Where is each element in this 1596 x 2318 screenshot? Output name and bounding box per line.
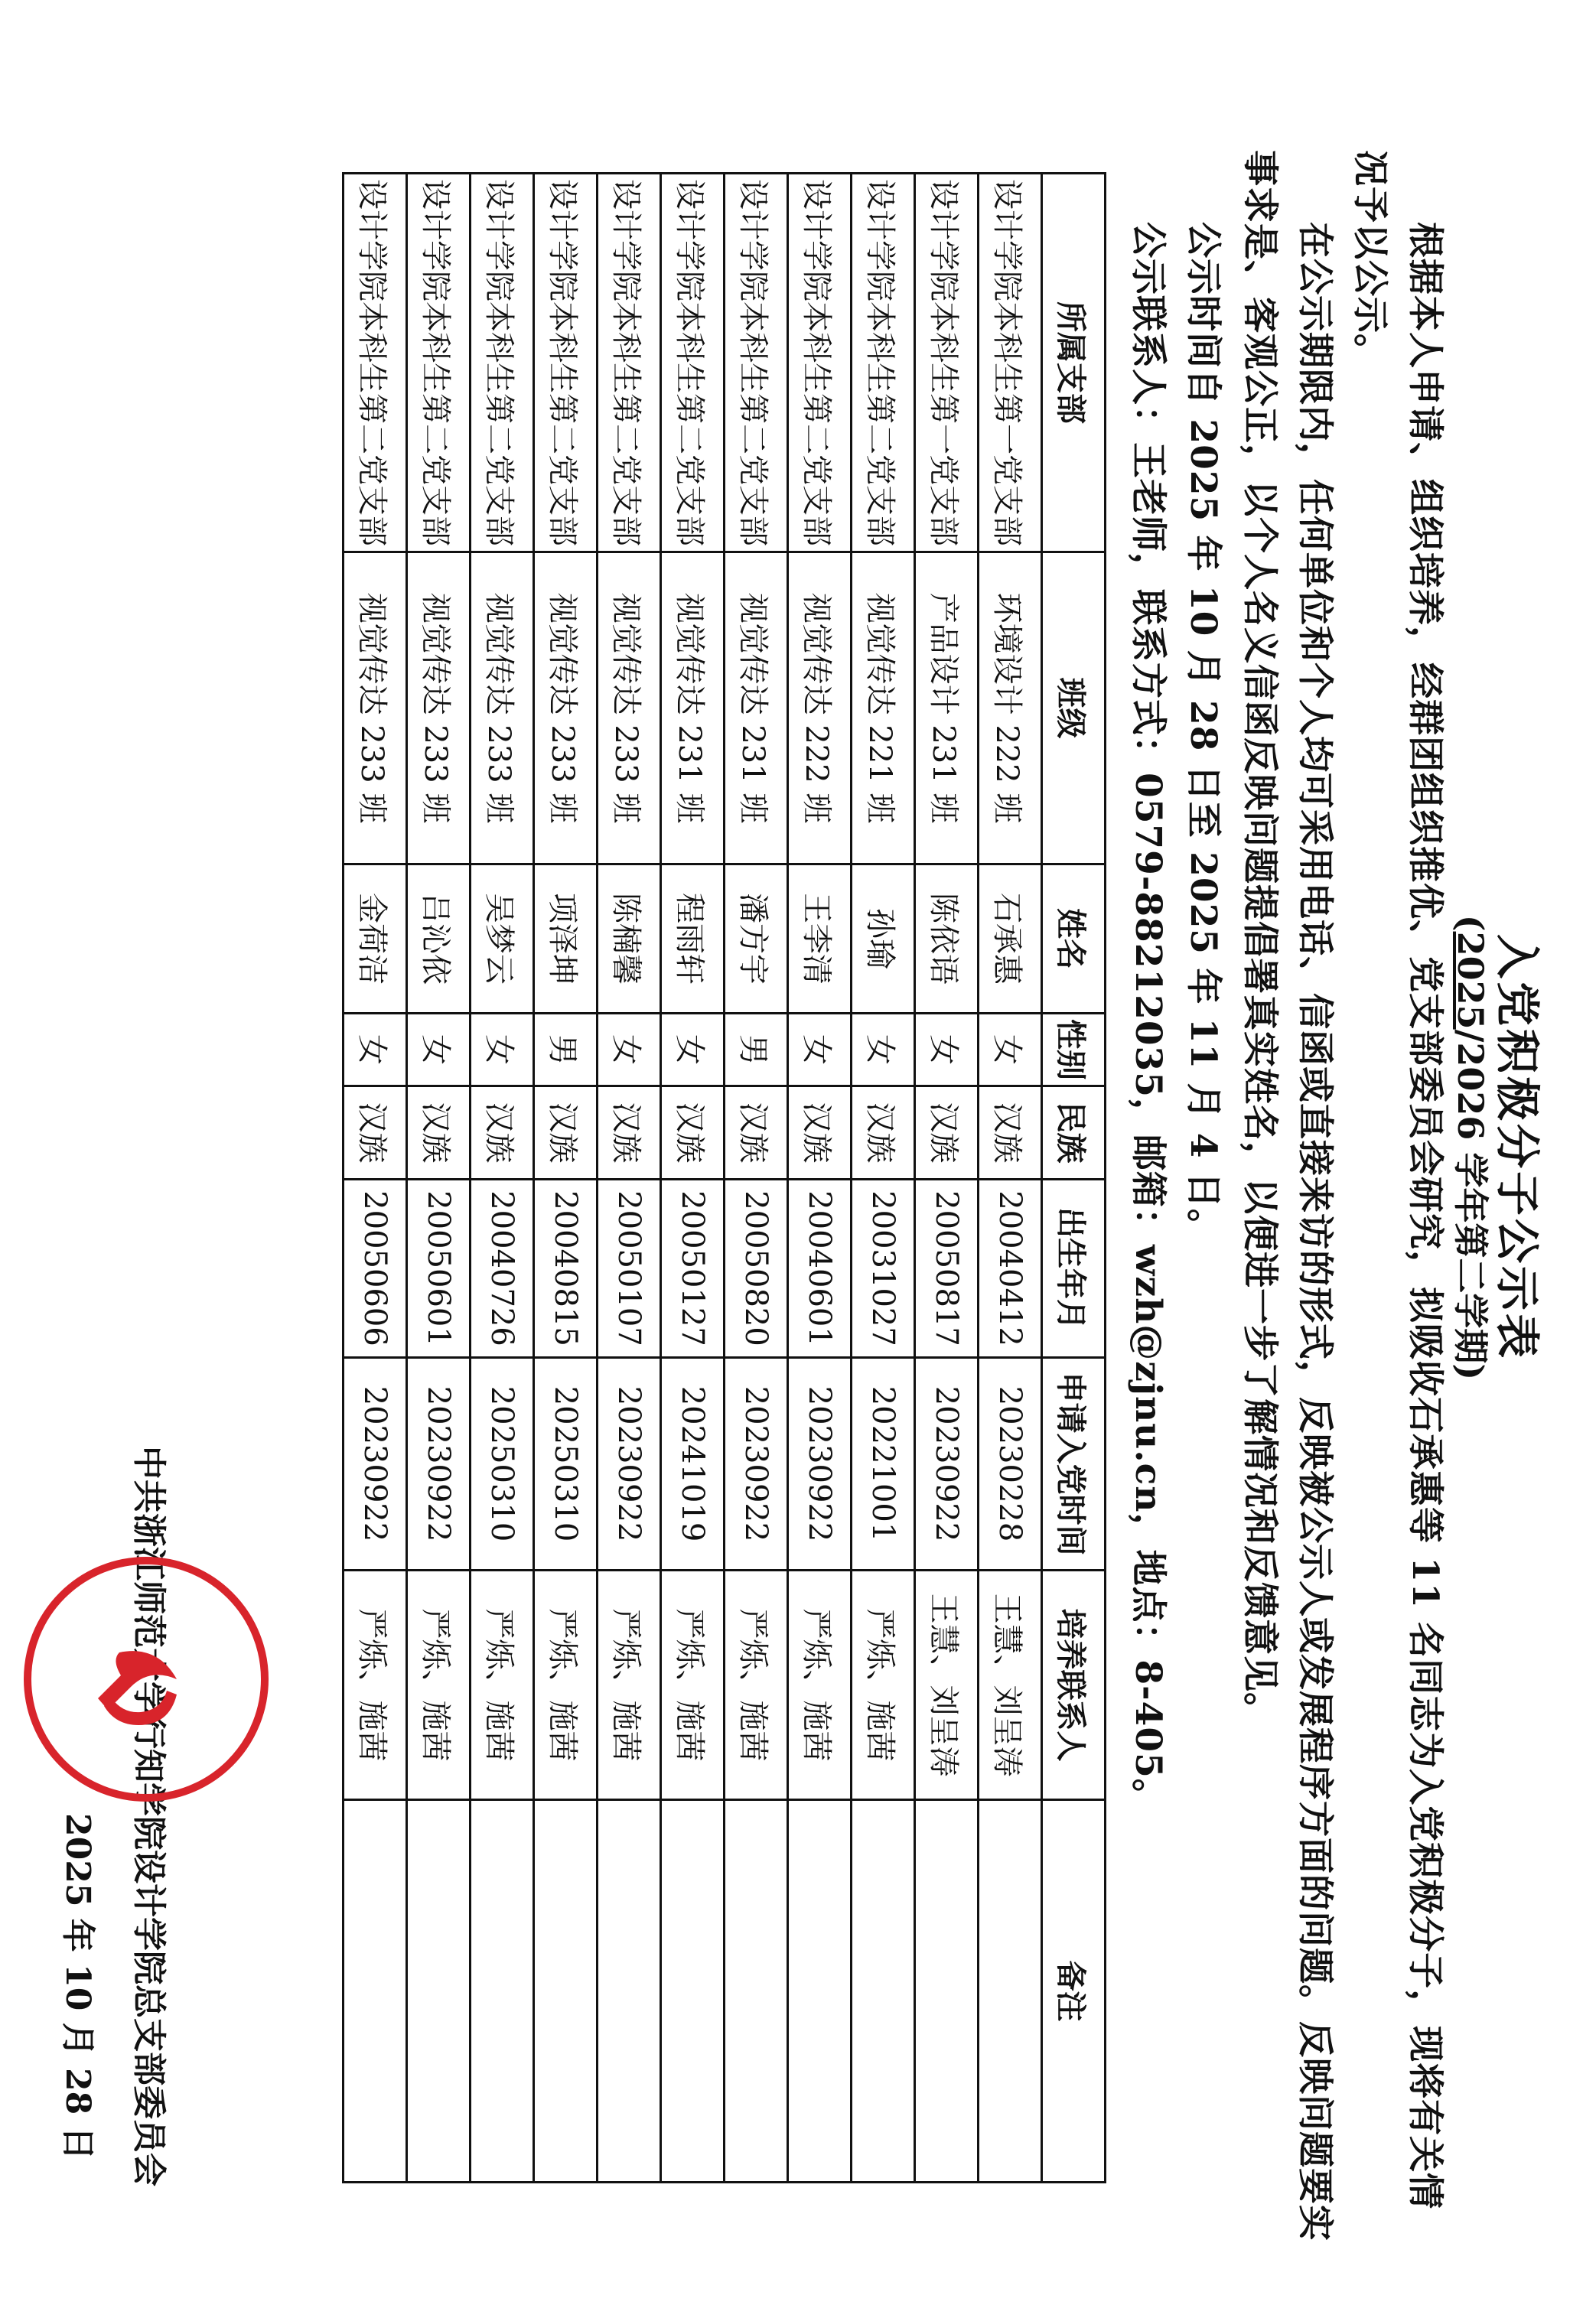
table-cell: 汉族 xyxy=(852,1086,915,1180)
party-emblem-icon xyxy=(98,1651,177,1725)
table-cell: 汉族 xyxy=(598,1086,661,1180)
table-row xyxy=(979,174,1042,2183)
table-cell: 设计学院本科生第二党支部 xyxy=(725,174,788,552)
table-cell: 视觉传达 233 班 xyxy=(407,552,471,864)
table-cell: 环境设计 222 班 xyxy=(979,552,1042,864)
table-cell: 汉族 xyxy=(979,1086,1042,1180)
column-header: 培养联系人 xyxy=(1042,1571,1106,1800)
table-cell: 设计学院本科生第二党支部 xyxy=(852,174,915,552)
table-cell: 20031027 xyxy=(852,1180,915,1358)
table-cell: 严烁、施茜 xyxy=(471,1571,534,1800)
table-cell xyxy=(407,1800,471,2183)
table-cell: 女 xyxy=(471,1014,534,1086)
page-title: 入党积极分子公示表 xyxy=(1491,933,1543,1361)
table-cell: 20040815 xyxy=(534,1180,598,1358)
table-row xyxy=(471,174,534,2183)
table-cell: 设计学院本科生第二党支部 xyxy=(344,174,407,552)
intro-paragraph: 根据本人申请、组织培养，经群团组织推优、党支部委员会研究，拟吸收石承惠等 11 名同志为入党积极分子，现将有关情况予以公示。 xyxy=(1349,150,1446,2210)
table-cell: 20040726 xyxy=(471,1180,534,1358)
table-cell: 视觉传达 231 班 xyxy=(661,552,725,864)
table-cell: 女 xyxy=(344,1014,407,1086)
table-cell: 视觉传达 221 班 xyxy=(852,552,915,864)
table-cell xyxy=(534,1800,598,2183)
table-cell: 20250310 xyxy=(534,1358,598,1571)
table-cell: 设计学院本科生第二党支部 xyxy=(788,174,852,552)
table-header-row xyxy=(1042,174,1106,2183)
table-row xyxy=(344,174,407,2183)
table-cell: 潘方宇 xyxy=(725,864,788,1014)
table-cell: 汉族 xyxy=(407,1086,471,1180)
table-cell: 女 xyxy=(407,1014,471,1086)
table-row xyxy=(915,174,979,2183)
table-row xyxy=(788,174,852,2183)
table-body xyxy=(344,174,1042,2183)
table-cell: 女 xyxy=(915,1014,979,1086)
table-cell: 陈依语 xyxy=(915,864,979,1014)
table-cell: 20050820 xyxy=(725,1180,788,1358)
table-cell: 20230922 xyxy=(407,1358,471,1571)
table-cell: 严烁、施茜 xyxy=(344,1571,407,1800)
subtitle-rest: /2026 学年第二学期) xyxy=(1450,1029,1491,1381)
table-cell xyxy=(661,1800,725,2183)
table-cell: 严烁、施茜 xyxy=(788,1571,852,1800)
table-cell: 汉族 xyxy=(471,1086,534,1180)
table-cell: 程雨轩 xyxy=(661,864,725,1014)
table-cell xyxy=(979,1800,1042,2183)
seal-ring xyxy=(28,1561,265,1798)
table-cell: 20221001 xyxy=(852,1358,915,1571)
column-header: 备注 xyxy=(1042,1800,1106,2183)
table-cell xyxy=(344,1800,407,2183)
table-cell: 20230922 xyxy=(915,1358,979,1571)
table-cell: 汉族 xyxy=(788,1086,852,1180)
table-cell: 女 xyxy=(788,1014,852,1086)
table-cell: 20230922 xyxy=(598,1358,661,1571)
table-cell xyxy=(852,1800,915,2183)
page-subtitle xyxy=(1448,0,1498,2295)
table-cell: 20050606 xyxy=(344,1180,407,1358)
table-cell: 项泽坤 xyxy=(534,864,598,1014)
notice-paragraph: 在公示期限内，任何单位和个人均可采用电话、信函或直接来访的形式，反映被公示人或发展程序方面的问题。反映问题要实事求是、客观公正，以个人名义信函反映问题提倡署真实姓名，以便进一步了解情况和反馈意见。 xyxy=(1239,150,1336,2241)
table-cell: 20230922 xyxy=(344,1358,407,1571)
table-cell: 陈楠馨 xyxy=(598,864,661,1014)
candidates-table xyxy=(342,172,1106,2183)
table-cell: 产品设计 231 班 xyxy=(915,552,979,864)
column-header: 申请入党时间 xyxy=(1042,1358,1106,1571)
table-cell: 20250310 xyxy=(471,1358,534,1571)
table-cell: 20241019 xyxy=(661,1358,725,1571)
table-cell: 女 xyxy=(852,1014,915,1086)
table-cell: 20040601 xyxy=(788,1180,852,1358)
table-cell: 设计学院本科生第二党支部 xyxy=(407,174,471,552)
column-header: 姓名 xyxy=(1042,864,1106,1014)
table-cell: 王慧、刘呈涛 xyxy=(979,1571,1042,1800)
column-header: 民族 xyxy=(1042,1086,1106,1180)
table-cell: 王慧、刘呈涛 xyxy=(915,1571,979,1800)
table-cell xyxy=(598,1800,661,2183)
table-row xyxy=(534,174,598,2183)
table-cell: 设计学院本科生第二党支部 xyxy=(471,174,534,552)
table-cell: 男 xyxy=(534,1014,598,1086)
table-cell: 男 xyxy=(725,1014,788,1086)
table-cell: 设计学院本科生第二党支部 xyxy=(661,174,725,552)
table-cell xyxy=(471,1800,534,2183)
table-cell: 严烁、施茜 xyxy=(598,1571,661,1800)
period-line: 公示时间自 2025 年 10 月 28 日至 2025 年 11 月 4 日。 xyxy=(1182,222,1224,1245)
subtitle-year: 2025 xyxy=(1450,931,1491,1030)
table-cell: 视觉传达 233 班 xyxy=(344,552,407,864)
table-row xyxy=(598,174,661,2183)
table-row xyxy=(661,174,725,2183)
table-cell: 20050107 xyxy=(598,1180,661,1358)
table-cell: 汉族 xyxy=(915,1086,979,1180)
table-cell: 吕沁依 xyxy=(407,864,471,1014)
table-cell: 石承惠 xyxy=(979,864,1042,1014)
table-cell: 严烁、施茜 xyxy=(725,1571,788,1800)
signature-date: 2025 年 10 月 28 日 xyxy=(58,1813,97,2160)
table-cell: 孙瑜 xyxy=(852,864,915,1014)
column-header: 班级 xyxy=(1042,552,1106,864)
table-row xyxy=(852,174,915,2183)
table-cell: 20230922 xyxy=(725,1358,788,1571)
table-cell: 汉族 xyxy=(725,1086,788,1180)
table-cell: 女 xyxy=(598,1014,661,1086)
official-seal xyxy=(20,1553,272,1805)
table-cell: 视觉传达 233 班 xyxy=(471,552,534,864)
signature-org: 中共浙江师范大学行知学院设计学院总支部委员会 xyxy=(129,1446,168,2186)
table-cell xyxy=(915,1800,979,2183)
table-cell: 设计学院本科生第二党支部 xyxy=(598,174,661,552)
table-cell: 设计学院本科生第一党支部 xyxy=(915,174,979,552)
column-header: 所属支部 xyxy=(1042,174,1106,552)
contact-line: 公示联系人：王老师，联系方式：0579-88212035，邮箱：wzh@zjnu.cn，地点：8-405。 xyxy=(1127,222,1169,1815)
table-cell: 汉族 xyxy=(534,1086,598,1180)
table-cell: 20040412 xyxy=(979,1180,1042,1358)
table-cell: 严烁、施茜 xyxy=(852,1571,915,1800)
table-cell: 严烁、施茜 xyxy=(407,1571,471,1800)
table-cell: 20050601 xyxy=(407,1180,471,1358)
table-cell: 女 xyxy=(979,1014,1042,1086)
table-cell: 汉族 xyxy=(661,1086,725,1180)
table-row xyxy=(725,174,788,2183)
table-cell: 王李清 xyxy=(788,864,852,1014)
table-cell: 吴梦云 xyxy=(471,864,534,1014)
table-cell: 汉族 xyxy=(344,1086,407,1180)
table-cell: 20230922 xyxy=(788,1358,852,1571)
table-cell: 视觉传达 233 班 xyxy=(534,552,598,864)
table-cell: 视觉传达 233 班 xyxy=(598,552,661,864)
table-row xyxy=(407,174,471,2183)
table-cell xyxy=(788,1800,852,2183)
column-header: 出生年月 xyxy=(1042,1180,1106,1358)
table-cell xyxy=(725,1800,788,2183)
subtitle-open: ( xyxy=(1450,914,1491,932)
table-cell: 20230228 xyxy=(979,1358,1042,1571)
table-cell: 严烁、施茜 xyxy=(661,1571,725,1800)
table-cell: 设计学院本科生第二党支部 xyxy=(534,174,598,552)
table-cell: 女 xyxy=(661,1014,725,1086)
table-cell: 20050127 xyxy=(661,1180,725,1358)
table-cell: 视觉传达 231 班 xyxy=(725,552,788,864)
column-header: 性别 xyxy=(1042,1014,1106,1086)
table-cell: 20050817 xyxy=(915,1180,979,1358)
table-cell: 金荷洁 xyxy=(344,864,407,1014)
table-cell: 设计学院本科生第一党支部 xyxy=(979,174,1042,552)
table-cell: 严烁、施茜 xyxy=(534,1571,598,1800)
table-cell: 视觉传达 222 班 xyxy=(788,552,852,864)
